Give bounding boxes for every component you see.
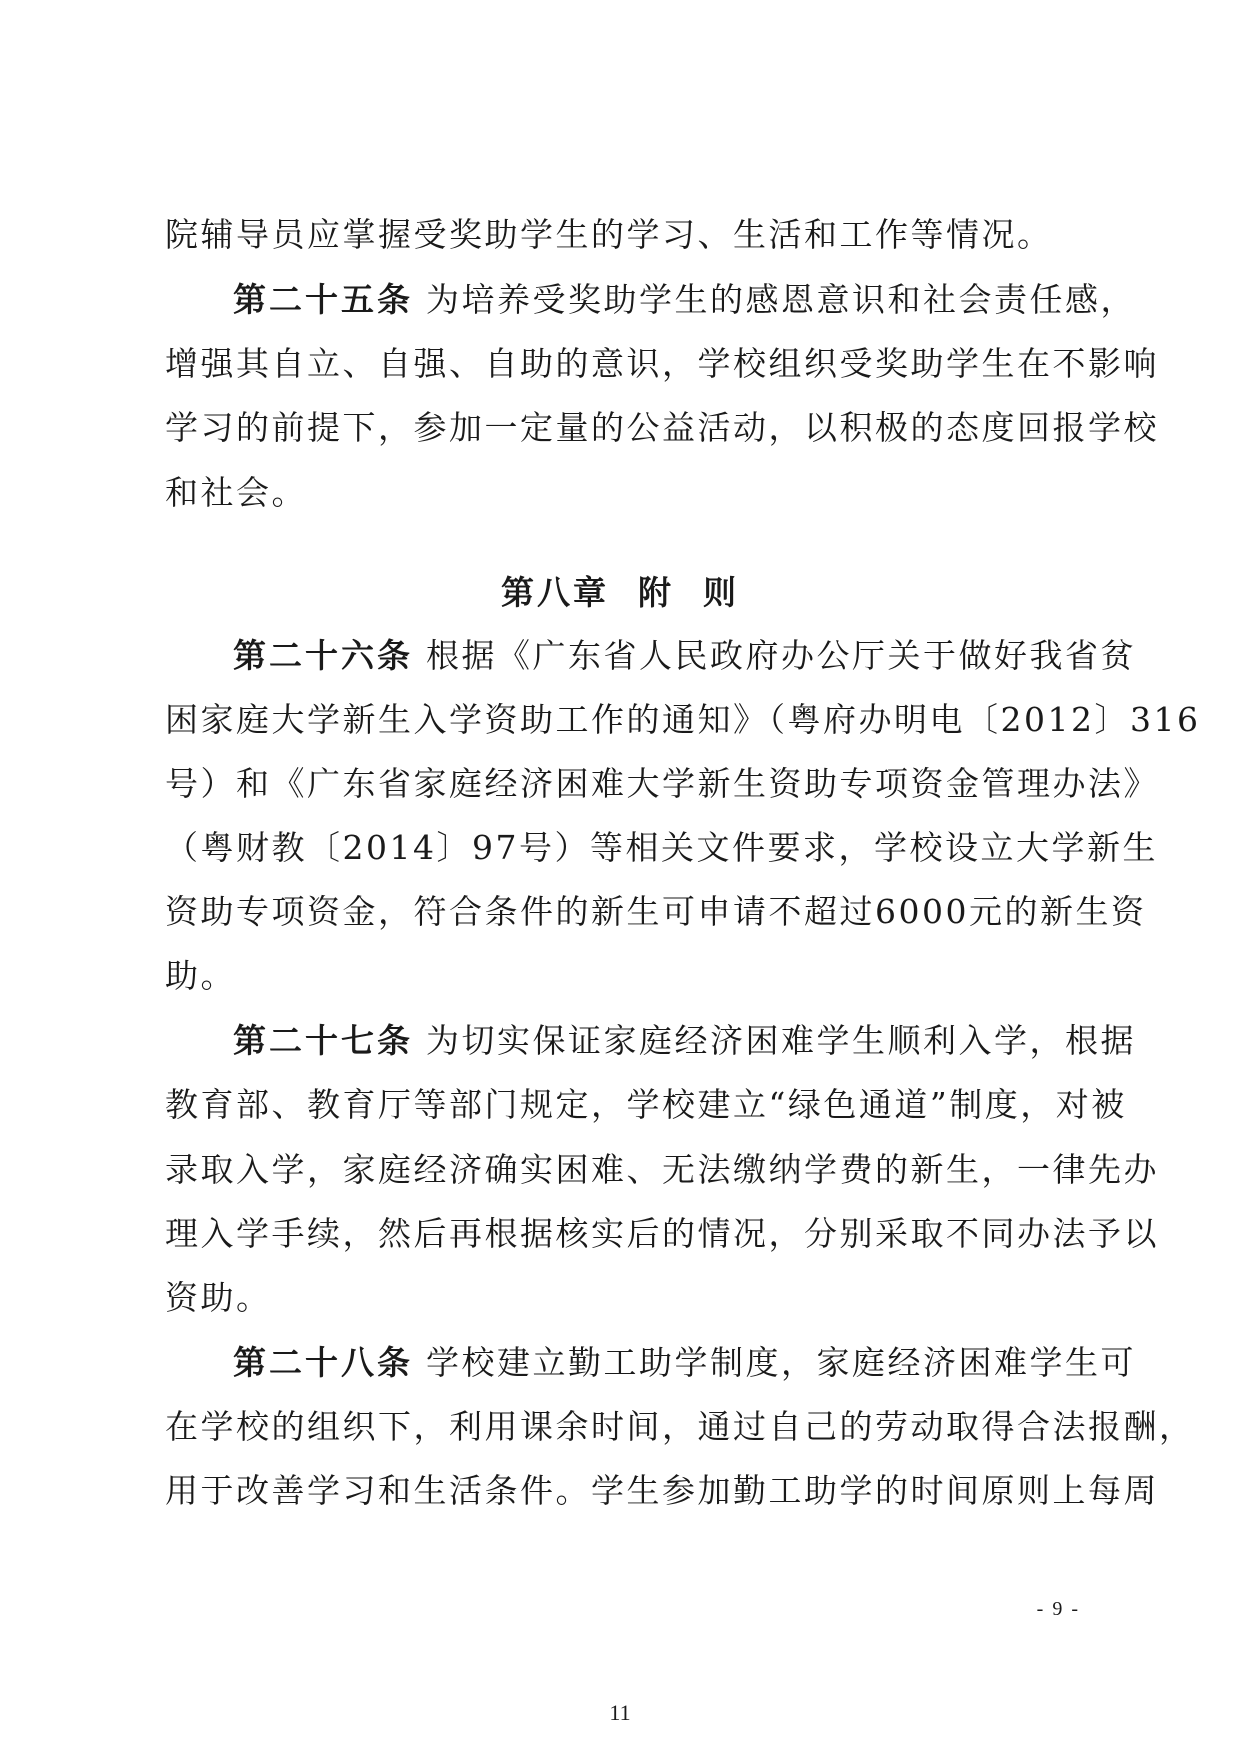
line-text: 在学校的组织下，利用课余时间，通过自己的劳动取得合法报酬，	[165, 1407, 1195, 1446]
text-line	[165, 1145, 1159, 1195]
page-number: - 9 -	[1036, 1598, 1080, 1620]
line-text: 助。	[165, 956, 236, 995]
line-text: 根据《广东省人民政府办公厅关于做好我省贫	[413, 636, 1136, 675]
line-text: （粤财教〔2014〕97号）等相关文件要求，学校设立大学新生	[165, 828, 1158, 867]
article-heading: 第二十八条	[233, 1343, 413, 1382]
text-line	[165, 759, 1159, 809]
line-text: 录取入学，家庭经济确实困难、无法缴纳学费的新生，一律先办	[165, 1150, 1159, 1189]
line-text: 学校建立勤工助学制度，家庭经济困难学生可	[413, 1343, 1136, 1382]
article-25-line	[233, 275, 1136, 325]
text-line	[165, 210, 1075, 260]
line-text: 和社会。	[165, 473, 307, 512]
text-line	[165, 339, 1159, 389]
line-text: 号）和《广东省家庭经济困难大学新生资助专项资金管理办法》	[165, 764, 1159, 803]
article-heading: 第二十七条	[233, 1021, 413, 1060]
text-line	[165, 1273, 1075, 1323]
text-line	[165, 1209, 1159, 1259]
line-text: 为切实保证家庭经济困难学生顺利入学，根据	[413, 1021, 1136, 1060]
article-heading: 第二十五条	[233, 280, 413, 319]
line-text: 学习的前提下，参加一定量的公益活动，以积极的态度回报学校	[165, 408, 1159, 447]
text-line	[165, 1080, 1127, 1130]
text-line	[165, 403, 1159, 453]
line-text: 资助。	[165, 1278, 272, 1317]
footer-page-number: 11	[609, 1700, 631, 1725]
line-text: 资助专项资金，符合条件的新生可申请不超过6000元的新生资	[165, 892, 1147, 931]
article-heading: 第二十六条	[233, 636, 413, 675]
article-28-line	[233, 1338, 1136, 1388]
text-line	[165, 1402, 1195, 1452]
text-line	[165, 1466, 1159, 1516]
text-line	[165, 951, 1075, 1001]
chapter-heading: 第八章 附 则	[501, 573, 739, 612]
text-line	[165, 468, 1075, 518]
line-text: 院辅导员应掌握受奖助学生的学习、生活和工作等情况。	[165, 215, 1053, 254]
line-text: 理入学手续，然后再根据核实后的情况，分别采取不同办法予以	[165, 1214, 1159, 1253]
text-line	[165, 695, 1201, 745]
line-text: 增强其自立、自强、自助的意识，学校组织受奖助学生在不影响	[165, 344, 1159, 383]
article-27-line	[233, 1016, 1136, 1066]
text-line	[165, 887, 1147, 937]
line-text: 教育部、教育厅等部门规定，学校建立“绿色通道”制度，对被	[165, 1085, 1127, 1124]
line-text: 困家庭大学新生入学资助工作的通知》（粤府办明电〔2012〕316	[165, 700, 1201, 739]
line-text: 用于改善学习和生活条件。学生参加勤工助学的时间原则上每周	[165, 1471, 1159, 1510]
text-line	[165, 823, 1158, 873]
article-26-line	[233, 631, 1136, 681]
line-text: 为培养受奖助学生的感恩意识和社会责任感，	[413, 280, 1136, 319]
